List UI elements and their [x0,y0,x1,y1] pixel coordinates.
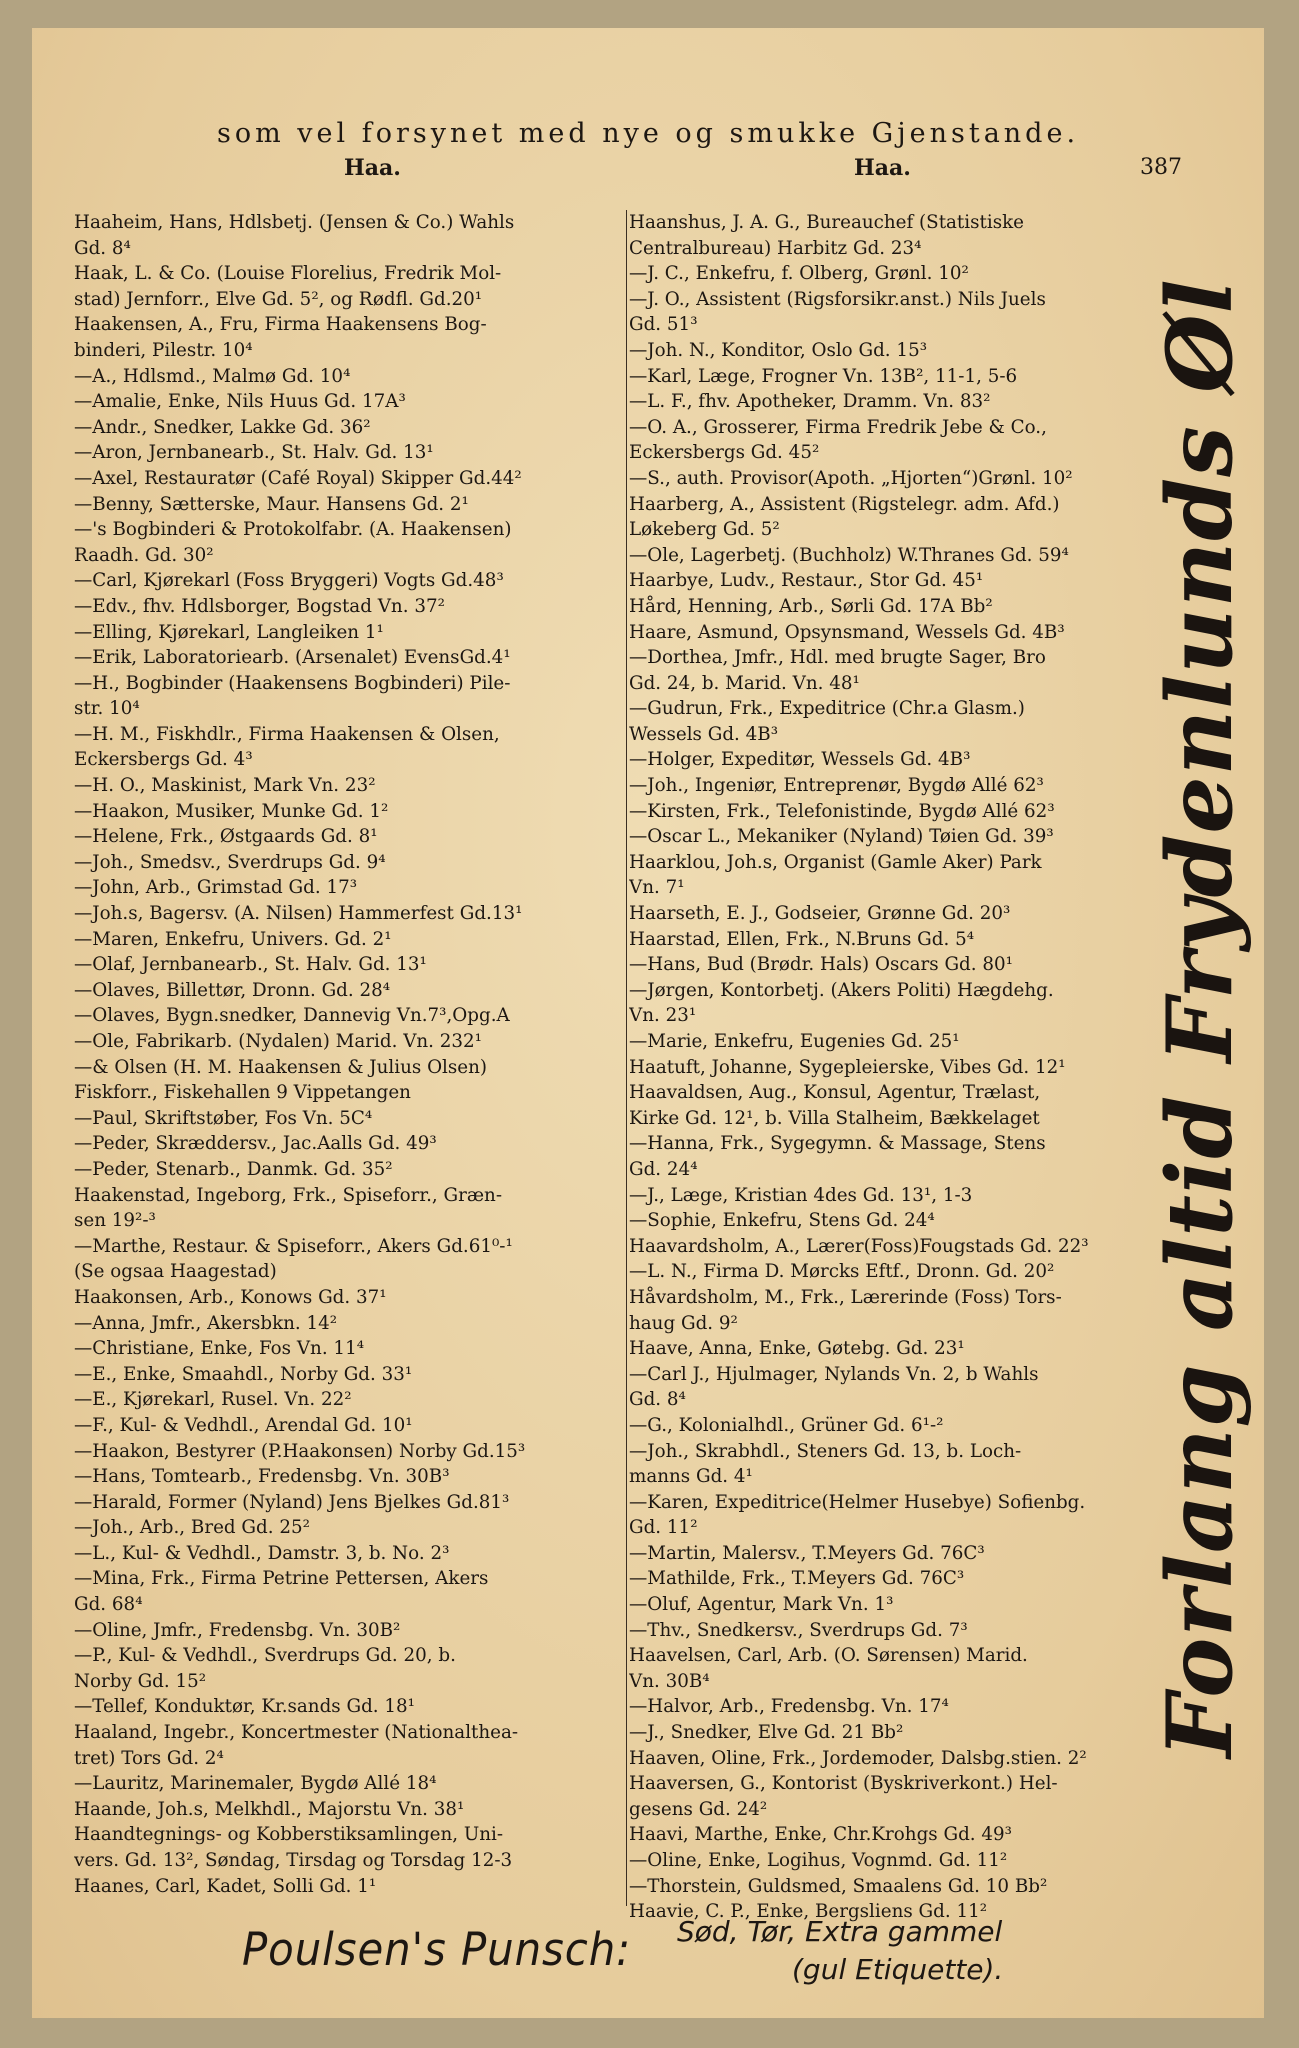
directory-entry-line: —Carl, Kjørekarl (Foss Bryggeri) Vogts Gd.48³ [74,570,504,592]
directory-entry-line: Haatuft, Johanne, Sygepleierske, Vibes Gd. 12¹ [629,1056,1066,1078]
directory-entry-line: —Thorstein, Guldsmed, Smaalens Gd. 10 Bb² [629,1875,1048,1897]
directory-entry-line: —Jørgen, Kontorbetj. (Akers Politi) Hægdehg. [629,979,1054,1001]
directory-entry-line: Gd. 8⁴ [629,1389,686,1411]
directory-entry-line: —Joh., Skrabhdl., Steners Gd. 13, b. Loch- [629,1440,1022,1462]
directory-entry-line: —Martin, Malersv., T.Meyers Gd. 76C³ [629,1542,985,1564]
directory-entry-line: —Dorthea, Jmfr., Hdl. med brugte Sager, Bro [629,647,1046,669]
directory-entry-line: —Peder, Skræddersv., Jac.Aalls Gd. 49³ [74,1133,437,1155]
directory-entry-line: —Anna, Jmfr., Akersbkn. 14² [74,1312,338,1334]
directory-entry-line: Haavaldsen, Aug., Konsul, Agentur, Trælast, [629,1082,1041,1104]
directory-entry-line: —H. O., Maskinist, Mark Vn. 23² [74,775,376,797]
vertical-advertisement [1130,228,1270,1808]
directory-entry-line: —Holger, Expeditør, Wessels Gd. 4B³ [629,749,971,771]
directory-entry-line: —Axel, Restauratør (Café Royal) Skipper Gd.44² [74,467,522,489]
directory-entry-line: —Oline, Enke, Logihus, Vognmd. Gd. 11² [629,1850,1008,1871]
directory-entry-line: —Kirsten, Frk., Telefonistinde, Bygdø Allé 62³ [629,800,1055,822]
directory-entry-line: —Aron, Jernbanearb., St. Halv. Gd. 13¹ [74,442,434,464]
directory-entry-line: —Andr., Snedker, Lakke Gd. 36² [74,416,371,438]
directory-entry-line: Haande, Joh.s, Melkhdl., Majorstu Vn. 38¹ [74,1798,465,1820]
directory-entry-line: —Karl, Læge, Frogner Vn. 13B², 11-1, 5-6 [629,365,1018,387]
directory-entry-line: —H. M., Fiskhdlr., Firma Haakensen & Olsen, [74,723,500,745]
directory-entry-line: —O. A., Grosserer, Firma Fredrik Jebe & Co., [629,416,1047,438]
directory-entry-line: —Peder, Stenarb., Danmk. Gd. 35² [74,1158,393,1180]
directory-entry-line: —Joh., Smedsv., Sverdrups Gd. 9⁴ [74,851,386,873]
directory-entry-line: Hård, Henning, Arb., Sørli Gd. 17A Bb² [629,595,993,617]
directory-entry-line: —Mina, Frk., Firma Petrine Pettersen, Akers [74,1568,489,1590]
directory-entry-line: —Oluf, Agentur, Mark Vn. 1³ [629,1594,894,1616]
directory-entry-line: Haave, Anna, Enke, Gøtebg. Gd. 23¹ [629,1338,965,1360]
directory-entry-line: —Ole, Lagerbetj. (Buchholz) W.Thranes Gd. 59⁴ [629,544,1069,566]
directory-entry-line: —E., Enke, Smaahdl., Norby Gd. 33¹ [74,1363,413,1385]
left-column [74,210,624,1899]
punsch-ad-varieties: Sød, Tør, Extra gammel [677,1915,1003,1948]
directory-entry-line: —Christiane, Enke, Fos Vn. 11⁴ [74,1338,365,1360]
directory-entry-line: —Ole, Fabrikarb. (Nydalen) Marid. Vn. 232¹ [74,1031,483,1052]
directory-entry-line: str. 10⁴ [74,698,140,720]
directory-entry-line: —Lauritz, Marinemaler, Bygdø Allé 18⁴ [74,1773,437,1795]
directory-entry-line: stad) Jernforr., Elve Gd. 5², og Rødfl. Gd.20¹ [74,288,483,310]
directory-entry-line: Gd. 51³ [629,314,698,336]
directory-entry-line: Haanshus, J. A. G., Bureauchef (Statistiske [629,212,1024,233]
directory-entry-line: Haaheim, Hans, Hdlsbetj. (Jensen & Co.) Wahls [74,212,515,233]
directory-entry-line: —Hans, Bud (Brødr. Hals) Oscars Gd. 80¹ [629,954,1013,976]
directory-entry-line: —Edv., fhv. Hdlsborger, Bogstad Vn. 37² [74,595,445,617]
right-running-head: Haa. [854,155,911,181]
directory-entry-line: Vn. 30B⁴ [629,1670,710,1692]
directory-entry-line: —Haakon, Bestyrer (P.Haakonsen) Norby Gd.15³ [74,1440,526,1462]
directory-entry-line: Vn. 7¹ [629,877,685,899]
directory-entry-line: Gd. 68⁴ [74,1594,143,1616]
top-tagline: som vel forsynet med nye og smukke Gjenstande. [216,118,1080,149]
directory-entry-line: haug Gd. 9² [629,1312,738,1334]
directory-entry-line: —Marthe, Restaur. & Spiseforr., Akers Gd.61⁰-¹ [74,1235,513,1257]
directory-entry-line: Haarseth, E. J., Godseier, Grønne Gd. 20³ [629,903,1011,925]
directory-entry-line: —Helene, Frk., Østgaards Gd. 8¹ [74,826,378,848]
directory-entry-line: —'s Bogbinderi & Protokolfabr. (A. Haakensen) [74,519,512,541]
directory-entry-line: —J., Snedker, Elve Gd. 21 Bb² [629,1722,904,1744]
directory-entry-line: —J., Læge, Kristian 4des Gd. 13¹, 1-3 [629,1184,973,1206]
directory-entry-line: —J. O., Assistent (Rigsforsikr.anst.) Nils Juels [629,288,1046,310]
directory-entry-line: Haavardsholm, A., Lærer(Foss)Fougstads Gd. 22³ [629,1235,1089,1257]
directory-entry-line: gesens Gd. 24² [629,1798,768,1820]
directory-entry-line: —Mathilde, Frk., T.Meyers Gd. 76C³ [629,1568,965,1590]
directory-entry-line: —Oscar L., Mekaniker (Nyland) Tøien Gd. 39³ [629,826,1054,848]
directory-entry-line: —H., Bogbinder (Haakensens Bogbinderi) Pile- [74,672,511,694]
directory-entry-line: Centralbureau) Harbitz Gd. 23⁴ [629,237,922,259]
directory-entry-line: —Amalie, Enke, Nils Huus Gd. 17A³ [74,391,406,413]
directory-entry-line: Haare, Asmund, Opsynsmand, Wessels Gd. 4B³ [629,621,1065,643]
directory-entry-line: Haaven, Oline, Frk., Jordemoder, Dalsbg.stien. 2² [629,1747,1087,1769]
directory-entry-line: —Joh.s, Bagersv. (A. Nilsen) Hammerfest Gd.13¹ [74,903,523,925]
directory-entry-line: —Elling, Kjørekarl, Langleiken 1¹ [74,621,384,643]
directory-entry-line: Haavie, C. P., Enke, Bergsliens Gd. 11² [629,1901,988,1923]
directory-entry-line: Haanes, Carl, Kadet, Solli Gd. 1¹ [74,1875,377,1897]
directory-entry-line: —Gudrun, Frk., Expeditrice (Chr.a Glasm.) [629,698,1025,720]
directory-entry-line: —Marie, Enkefru, Eugenies Gd. 25¹ [629,1031,960,1052]
directory-entry-line: sen 19²-³ [74,1210,156,1232]
directory-entry-line: Håvardsholm, M., Frk., Lærerinde (Foss) Tors- [629,1286,1062,1308]
directory-entry-line: —E., Kjørekarl, Rusel. Vn. 22² [74,1389,352,1411]
directory-entry-line: —J. C., Enkefru, f. Olberg, Grønl. 10² [629,263,969,285]
directory-entry-line: —S., auth. Provisor(Apoth. „Hjorten“)Grønl. 10² [629,467,1073,489]
directory-entry-line: —Tellef, Konduktør, Kr.sands Gd. 18¹ [74,1696,415,1718]
directory-entry-line: —Hanna, Frk., Sygegymn. & Massage, Stens [629,1133,1046,1155]
directory-entry-line: —Joh., Ingeniør, Entreprenør, Bygdø Allé 62³ [629,775,1044,797]
directory-entry-line: Haavi, Marthe, Enke, Chr.Krohgs Gd. 49³ [629,1824,1012,1846]
directory-entry-line: —Harald, Former (Nyland) Jens Bjelkes Gd.81³ [74,1491,510,1513]
page-number: 387 [1140,155,1182,180]
directory-entry-line: —John, Arb., Grimstad Gd. 17³ [74,877,358,899]
directory-entry-line: Haaland, Ingebr., Koncertmester (Nationalthea- [74,1722,519,1744]
punsch-ad-label: (gul Etiquette). [792,1953,1004,1986]
directory-entry-line: —Benny, Sætterske, Maur. Hansens Gd. 2¹ [74,493,469,515]
directory-entry-line: Wessels Gd. 4B³ [629,723,779,745]
directory-entry-line: manns Gd. 4¹ [629,1466,753,1488]
directory-entry-line: —Oline, Jmfr., Fredensbg. Vn. 30B² [74,1619,401,1641]
directory-entry-line: Raadh. Gd. 30² [74,544,214,566]
directory-entry-line: —Sophie, Enkefru, Stens Gd. 24⁴ [629,1210,935,1232]
directory-entry-line: —Haakon, Musiker, Munke Gd. 1² [74,800,389,822]
directory-entry-line: Gd. 8⁴ [74,237,131,259]
directory-entry-line: —Paul, Skriftstøber, Fos Vn. 5C⁴ [74,1107,373,1129]
directory-entry-line: —& Olsen (H. M. Haakensen & Julius Olsen) [74,1056,488,1078]
directory-entry-line: —P., Kul- & Vedhdl., Sverdrups Gd. 20, b. [74,1645,456,1667]
directory-entry-line: Kirke Gd. 12¹, b. Villa Stalheim, Bækkelaget [629,1107,1040,1129]
directory-entry-line: Haakenstad, Ingeborg, Frk., Spiseforr., Græn- [74,1184,503,1206]
directory-entry-line: —Hans, Tomtearb., Fredensbg. Vn. 30B³ [74,1466,450,1488]
directory-entry-line: Gd. 24, b. Marid. Vn. 48¹ [629,672,860,694]
directory-entry-line: Haarbye, Ludv., Restaur., Stor Gd. 45¹ [629,570,984,592]
directory-entry-line: Haarberg, A., Assistent (Rigstelegr. adm. Afd.) [629,493,1060,515]
directory-entry-line: tret) Tors Gd. 2⁴ [74,1747,224,1769]
column-divider [626,210,627,1906]
directory-entry-line: Gd. 11² [629,1517,698,1539]
directory-entry-line: Gd. 24⁴ [629,1158,698,1180]
directory-entry-line: Haak, L. & Co. (Louise Florelius, Fredrik Mol- [74,263,502,285]
directory-entry-line: —Carl J., Hjulmager, Nylands Vn. 2, b Wahls [629,1363,1039,1385]
directory-entry-line: —Halvor, Arb., Fredensbg. Vn. 17⁴ [629,1696,949,1718]
directory-entry-line: Norby Gd. 15² [74,1670,207,1692]
directory-entry-line: —L. N., Firma D. Mørcks Eftf., Dronn. Gd. 20² [629,1261,1055,1283]
directory-entry-line: —Olaves, Bygn.snedker, Dannevig Vn.7³,Opg.A [74,1005,510,1027]
directory-entry-line: binderi, Pilestr. 10⁴ [74,339,253,361]
directory-entry-line: —Thv., Snedkersv., Sverdrups Gd. 7³ [629,1619,968,1641]
directory-entry-line: —Olaves, Billettør, Dronn. Gd. 28⁴ [74,979,391,1001]
directory-entry-line: —F., Kul- & Vedhdl., Arendal Gd. 10¹ [74,1414,413,1436]
directory-entry-line: —Joh., Arb., Bred Gd. 25² [74,1517,310,1539]
directory-entry-line: Eckersbergs Gd. 45² [629,442,820,464]
directory-entry-line: —G., Kolonialhdl., Grüner Gd. 6¹-² [629,1414,944,1436]
directory-entry-line: —A., Hdlsmd., Malmø Gd. 10⁴ [74,365,351,387]
right-column [629,210,1174,1925]
directory-entry-line: vers. Gd. 13², Søndag, Tirsdag og Torsdag 12-3 [74,1850,513,1871]
directory-entry-line: (Se ogsaa Haagestad) [74,1261,277,1283]
directory-entry-line: Fiskforr., Fiskehallen 9 Vippetangen [74,1082,411,1104]
directory-entry-line: Haandtegnings- og Kobberstiksamlingen, Uni- [74,1824,504,1846]
punsch-advertisement: Poulsen's Punsch: [242,1923,632,1976]
directory-entry-line: Haakensen, A., Fru, Firma Haakensens Bog- [74,314,487,336]
directory-page [32,28,1264,2018]
directory-entry-line: Eckersbergs Gd. 4³ [74,749,253,771]
vertical-ad-text: Forlang altid Frydenlunds Øl [1147,278,1253,1758]
directory-entry-line: Haarstad, Ellen, Frk., N.Bruns Gd. 5⁴ [629,928,975,950]
directory-entry-line: Vn. 23¹ [629,1005,697,1027]
directory-entry-line: Haarklou, Joh.s, Organist (Gamle Aker) Park [629,851,1042,873]
directory-entry-line: —Olaf, Jernbanearb., St. Halv. Gd. 13¹ [74,954,427,976]
directory-entry-line: Løkeberg Gd. 5² [629,519,780,541]
left-running-head: Haa. [344,155,401,181]
directory-entry-line: —Joh. N., Konditor, Oslo Gd. 15³ [629,339,928,361]
directory-entry-line: —Karen, Expeditrice(Helmer Husebye) Sofienbg. [629,1491,1086,1513]
directory-entry-line: —L. F., fhv. Apotheker, Dramm. Vn. 83² [629,391,991,413]
directory-entry-line: —Maren, Enkefru, Univers. Gd. 2¹ [74,928,392,950]
directory-entry-line: Haakonsen, Arb., Konows Gd. 37¹ [74,1286,387,1308]
directory-entry-line: Haavelsen, Carl, Arb. (O. Sørensen) Marid. [629,1645,1028,1667]
directory-entry-line: —L., Kul- & Vedhdl., Damstr. 3, b. No. 2³ [74,1542,450,1564]
directory-entry-line: Haaversen, G., Kontorist (Byskriverkont.) Hel- [629,1773,1058,1795]
directory-entry-line: —Erik, Laboratoriearb. (Arsenalet) EvensGd.4¹ [74,647,511,669]
